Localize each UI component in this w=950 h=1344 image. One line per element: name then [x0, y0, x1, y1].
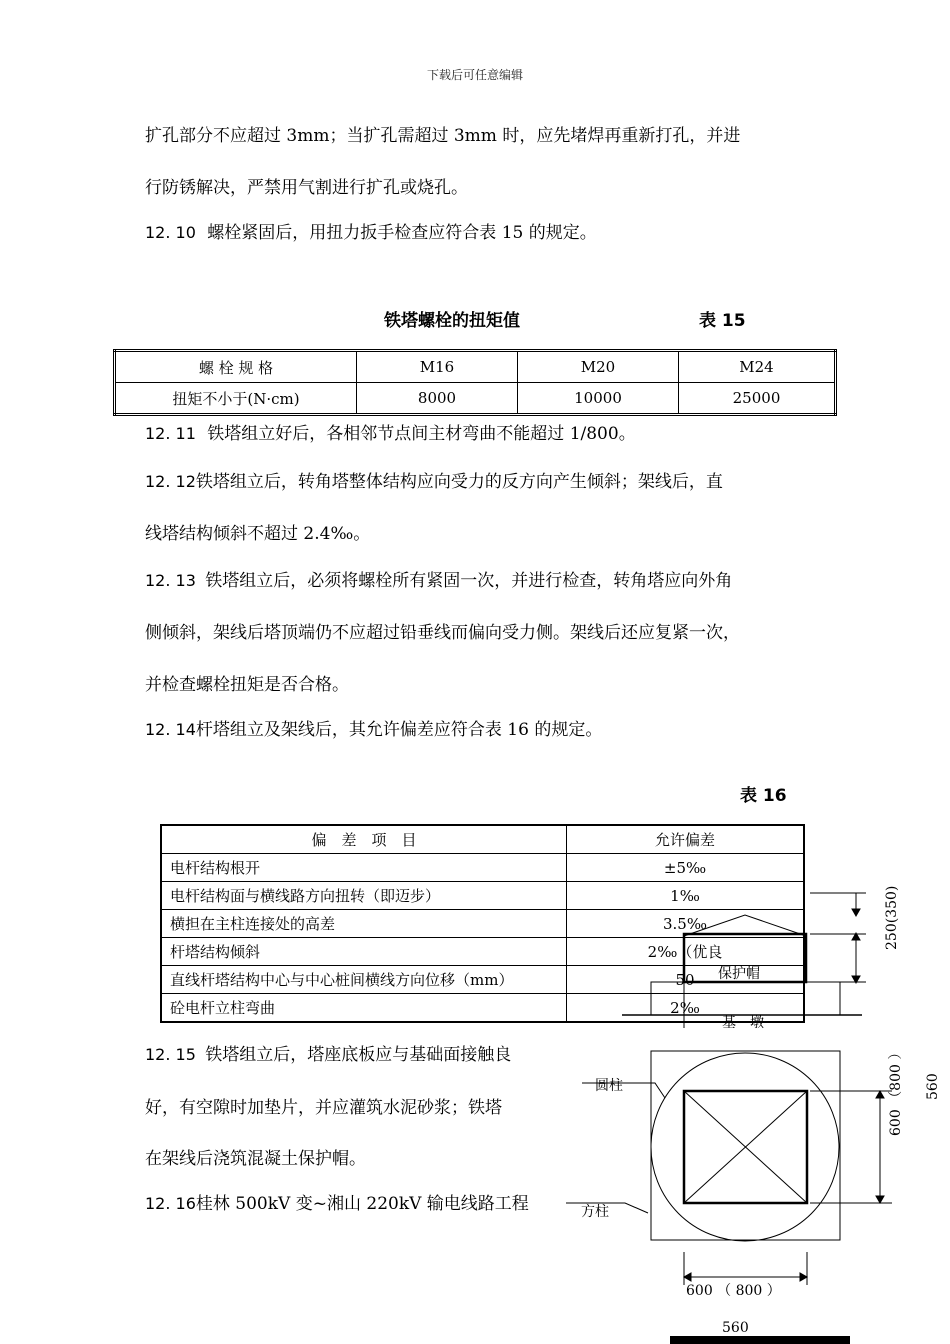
table-header-cell: M24 — [679, 351, 836, 383]
arrow-icon — [876, 1091, 884, 1098]
table-cell: 2‰（优良 — [567, 938, 805, 966]
paragraph-line: 行防锈解决，严禁用气割进行扩孔或烧孔。 — [145, 178, 468, 198]
foundation-label: 基 墩 — [722, 1015, 764, 1031]
dim-right-label: 560 — [925, 1073, 941, 1100]
protect-cap-label: 保护帽 — [718, 966, 760, 982]
table-cell: 50 — [567, 966, 805, 994]
clause-number: 12. 12 — [145, 472, 196, 491]
arrow-icon — [876, 1196, 884, 1203]
clause-number: 12. 15 — [145, 1045, 196, 1064]
table15-label: 表 15 — [699, 311, 746, 331]
table-cell: 1‰ — [567, 882, 805, 910]
clause-number: 12. 10 — [145, 223, 196, 242]
table-header-cell: 允许偏差 — [567, 825, 805, 854]
dim-bottom2-label: 560 — [722, 1320, 749, 1336]
figure-caption-bar — [670, 1336, 850, 1344]
table-cell: 25000 — [679, 383, 836, 415]
page-header: 下载后可任意编辑 — [426, 68, 523, 82]
dim-bottom-label: 600 （ 800 ） — [686, 1283, 781, 1299]
clause-text: 铁塔组立后，必须将螺栓所有紧固一次，并进行检查，转角塔应向外角 — [205, 571, 733, 591]
table-cell: 电杆结构根开 — [161, 854, 567, 882]
paragraph-line: 侧倾斜，架线后塔顶端仍不应超过铅垂线而偏向受力侧。架线后还应复紧一次， — [145, 623, 740, 643]
clause-number: 12. 14 — [145, 720, 196, 739]
table-cell: 2‰ — [567, 994, 805, 1023]
table-cell: 横担在主柱连接处的高差 — [161, 910, 567, 938]
clause-number: 12. 13 — [145, 571, 196, 590]
clause-number: 12. 16 — [145, 1194, 196, 1213]
table-cell: 杆塔结构倾斜 — [161, 938, 567, 966]
clause-text: 铁塔组立后，转角塔整体结构应向受力的反方向产生倾斜；架线后，直 — [195, 472, 723, 492]
round-column-label: 圆柱 — [595, 1078, 623, 1094]
clause-number: 12. 11 — [145, 424, 196, 443]
paragraph-line: 并检查螺栓扭矩是否合格。 — [145, 675, 349, 695]
paragraph-line: 在架线后浇筑混凝土保护帽。 — [145, 1149, 366, 1169]
table-header-cell: M16 — [357, 351, 518, 383]
table-cell: 8000 — [357, 383, 518, 415]
clause-text: 铁塔组立好后，各相邻节点间主材弯曲不能超过 1/800。 — [207, 424, 636, 444]
dim-side-label: 600 （800 ） — [888, 1045, 904, 1136]
paragraph-line: 扩孔部分不应超过 3mm；当扩孔需超过 3mm 时，应先堵焊再重新打孔，并进 — [145, 126, 741, 146]
square-column-label: 方柱 — [581, 1204, 609, 1220]
table-cell: ±5‰ — [567, 854, 805, 882]
table-cell: 扭矩不小于(N·cm) — [115, 383, 357, 415]
arrow-icon — [800, 1273, 807, 1281]
table-header-cell: M20 — [518, 351, 679, 383]
table-cell: 10000 — [518, 383, 679, 415]
arrow-icon — [852, 909, 860, 916]
table16-label: 表 16 — [740, 786, 787, 806]
clause-text: 杆塔组立及架线后，其允许偏差应符合表 16 的规定。 — [195, 720, 603, 740]
clause-text: 桂林 500kV 变~湘山 220kV 输电线路工程 — [195, 1194, 529, 1214]
table-cell: 砼电杆立柱弯曲 — [161, 994, 567, 1023]
table-cell: 3.5‰ — [567, 910, 805, 938]
clause-text: 螺栓紧固后，用扭力扳手检查应符合表 15 的规定。 — [207, 223, 597, 243]
table-cell: 电杆结构面与横线路方向扭转（即迈步） — [161, 882, 567, 910]
foundation-block — [651, 982, 840, 1015]
table-header-cell: 偏 差 项 目 — [161, 825, 567, 854]
table15-title: 铁塔螺栓的扭矩值 — [384, 311, 520, 331]
dim-height-label: 250(350) — [884, 885, 900, 950]
clause-text: 铁塔组立后，塔座底板应与基础面接触良 — [205, 1045, 512, 1065]
paragraph-line: 好，有空隙时加垫片，并应灌筑水泥砂浆；铁塔 — [145, 1098, 502, 1118]
table-header-cell: 螺 栓 规 格 — [115, 351, 357, 383]
table-cell: 直线杆塔结构中心与中心桩间横线方向位移（mm） — [161, 966, 567, 994]
paragraph-line: 线塔结构倾斜不超过 2.4‰。 — [145, 524, 371, 544]
